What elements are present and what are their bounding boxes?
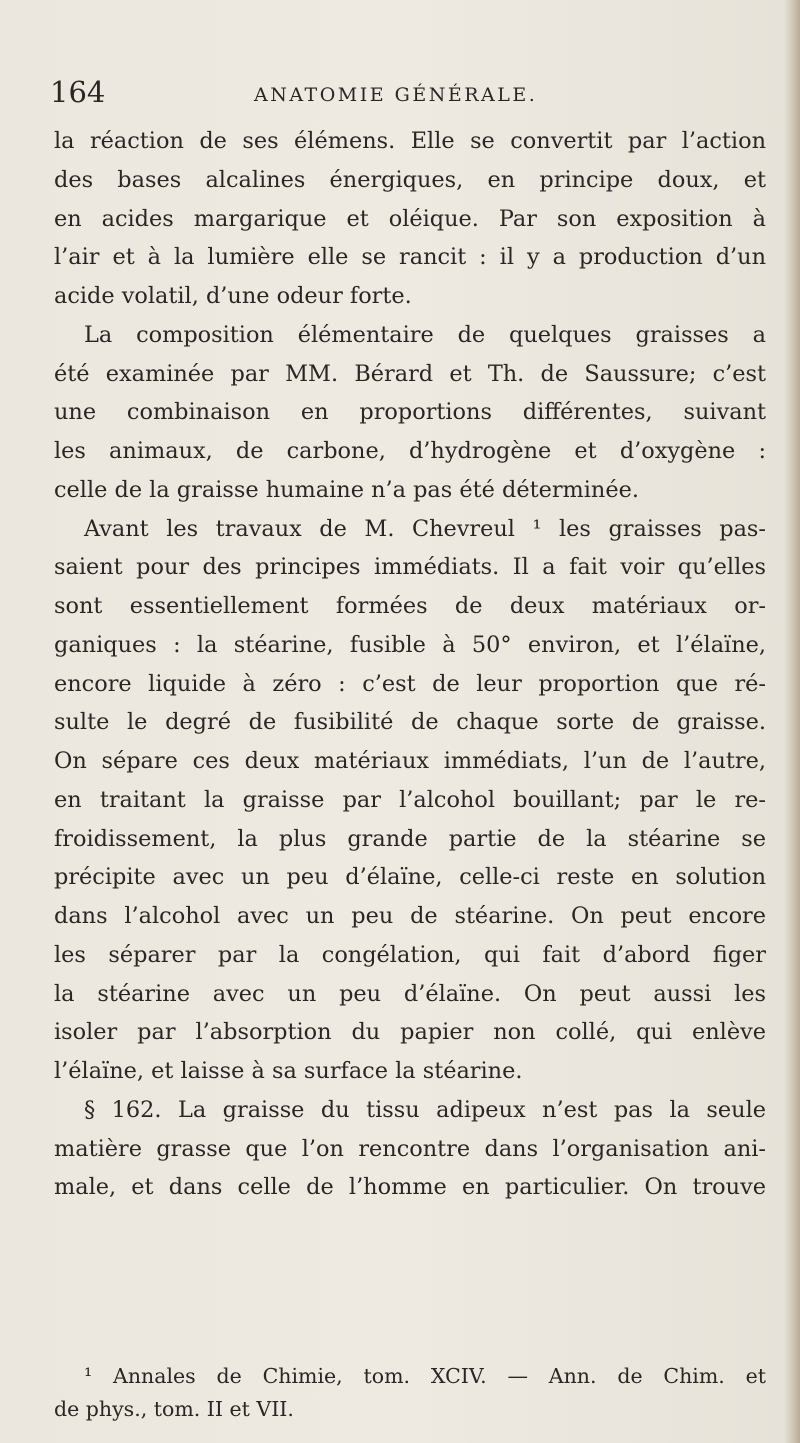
text-line: l’air et à la lumière elle se rancit : il y a production d’un bbox=[54, 244, 766, 271]
text-line: sont essentiellement formées de deux matériaux or- bbox=[54, 593, 766, 619]
running-title: ANATOMIE GÉNÉRALE. bbox=[254, 84, 538, 106]
text-line: La composition élémentaire de quelques graisses a bbox=[84, 321, 766, 348]
text-line: ganiques : la stéarine, fusible à 50° environ, et l’élaïne, bbox=[54, 631, 766, 658]
text-line: dans l’alcohol avec un peu de stéarine. On peut encore bbox=[54, 903, 766, 929]
text-line: en traitant la graisse par l’alcohol bouillant; par le re- bbox=[54, 786, 766, 813]
page-header bbox=[50, 74, 750, 114]
text-line: Avant les travaux de M. Chevreul ¹ les graisses pas- bbox=[84, 515, 766, 542]
text-line: des bases alcalines énergiques, en principe doux, et bbox=[54, 166, 766, 193]
text-line: la stéarine avec un peu d’élaïne. On peut aussi les bbox=[54, 980, 766, 1007]
text-line: précipite avec un peu d’élaïne, celle-ci reste en solution bbox=[54, 864, 766, 891]
text-line: été examinée par MM. Bérard et Th. de Saussure; c’est bbox=[54, 360, 766, 387]
text-line: une combinaison en proportions différentes, suivant bbox=[54, 399, 766, 426]
text-line: isoler par l’absorption du papier non collé, qui enlève bbox=[54, 1019, 766, 1046]
text-line: en acides margarique et oléique. Par son exposition à bbox=[54, 205, 766, 232]
page-number: 164 bbox=[50, 75, 106, 109]
text-line: l’élaïne, et laisse à sa surface la stéarine. bbox=[54, 1058, 523, 1084]
text-line: § 162. La graisse du tissu adipeux n’est pas la seule bbox=[84, 1096, 766, 1123]
text-line: la réaction de ses élémens. Elle se convertit par l’action bbox=[54, 128, 766, 154]
text-line: celle de la graisse humaine n’a pas été déterminée. bbox=[54, 476, 639, 503]
footnote-line: de phys., tom. II et VII. bbox=[54, 1397, 294, 1421]
text-line: les animaux, de carbone, d’hydrogène et d’oxygène : bbox=[54, 438, 766, 464]
text-line: froidissement, la plus grande partie de la stéarine se bbox=[54, 825, 766, 852]
footnote bbox=[54, 1360, 766, 1426]
text-line: les séparer par la congélation, qui fait d’abord figer bbox=[54, 941, 766, 968]
page-edge-shadow bbox=[784, 0, 800, 1443]
text-line: sulte le degré de fusibilité de chaque sorte de graisse. bbox=[54, 709, 766, 736]
text-line: saient pour des principes immédiats. Il a fait voir qu’elles bbox=[54, 554, 766, 581]
footnote-line: ¹ Annales de Chimie, tom. XCIV. — Ann. de Chim. et bbox=[84, 1364, 766, 1388]
text-line: matière grasse que l’on rencontre dans l’organisation ani- bbox=[54, 1135, 766, 1162]
text-line: male, et dans celle de l’homme en particulier. On trouve bbox=[54, 1174, 766, 1201]
body-text bbox=[54, 122, 766, 1207]
text-line: encore liquide à zéro : c’est de leur proportion que ré- bbox=[54, 670, 766, 697]
text-line: On sépare ces deux matériaux immédiats, l’un de l’autre, bbox=[54, 748, 766, 774]
text-line: acide volatil, d’une odeur forte. bbox=[54, 283, 412, 309]
